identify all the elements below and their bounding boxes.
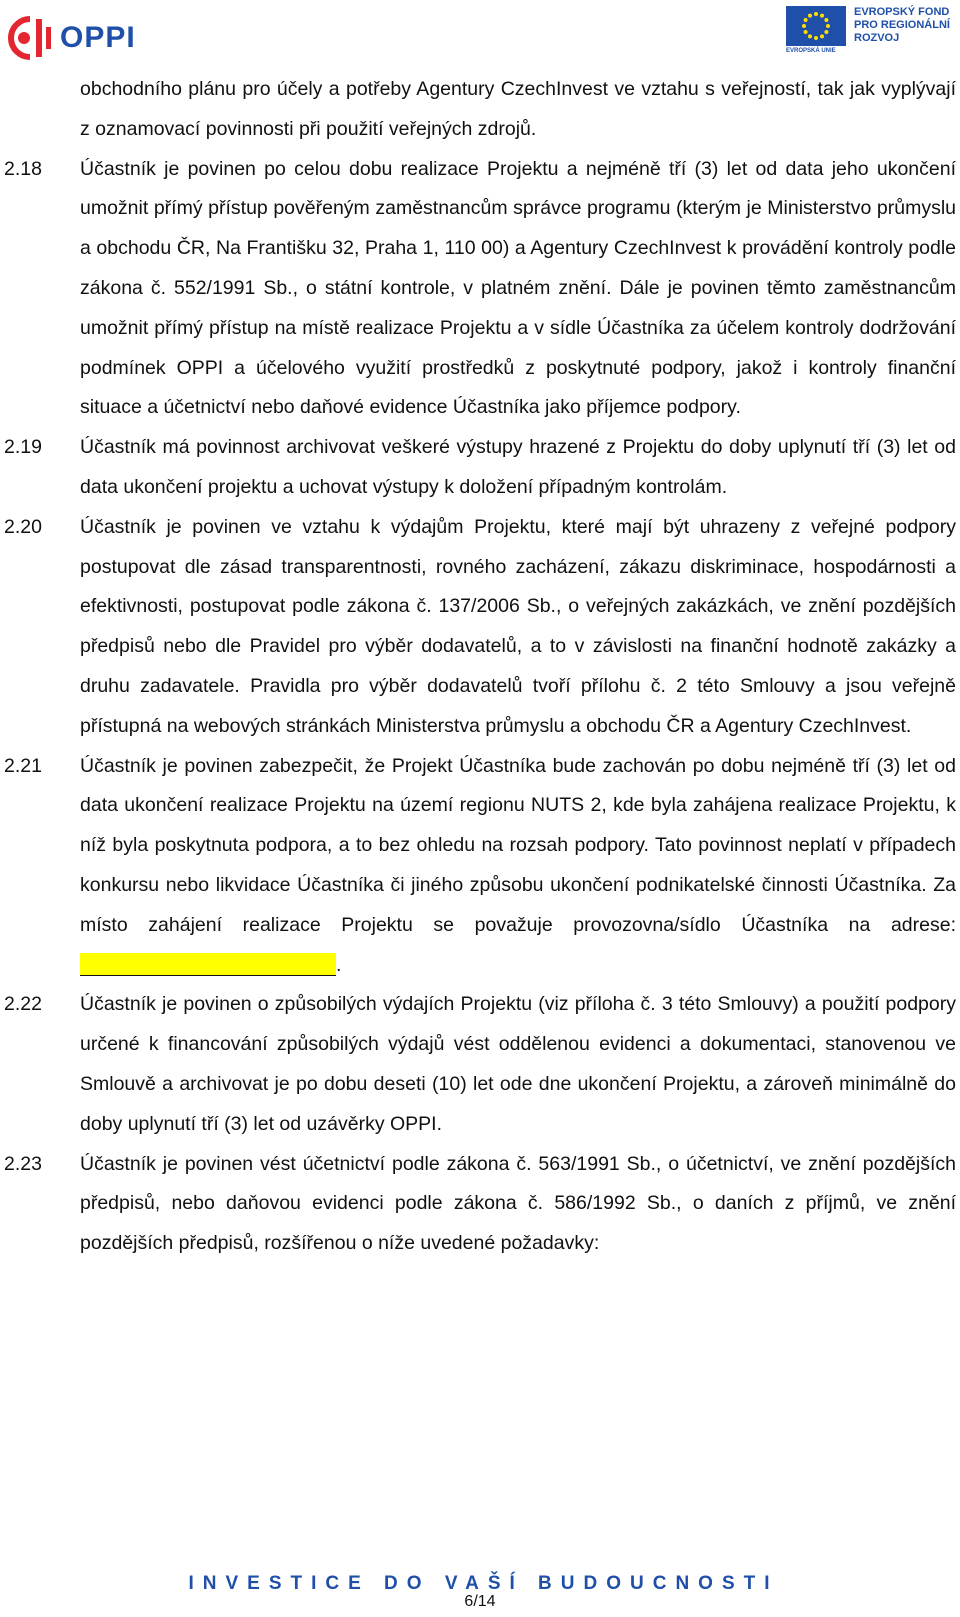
clause-2-21: [0, 747, 960, 986]
page-header: [0, 0, 960, 64]
intro-paragraph: [0, 70, 960, 150]
clause-text: Účastník je povinen ve vztahu k výdajům Projektu, které mají být uhrazeny z veřejné podpory postupovat dle zásad transparentnosti, rovného zacházení, zákazu diskriminace, hospodárnosti a efektivnosti, postupovat podle zákona č. 137/2006 Sb., o veřejných zakázkách, ve znění pozdějších předpisů nebo dle Pravidel pro výběr dodavatelů, a to v závislosti na finanční hodnotě zakázky a druhu zadavatele. Pravidla pro výběr dodavatelů tvoří přílohu č. 2 této Smlouvy a jsou veřejně přístupná na webových stránkách Ministerstva průmyslu a obchodu ČR a Agentury CzechInvest.: [80, 515, 956, 737]
eu-fund-line: PRO REGIONÁLNÍ: [854, 19, 950, 31]
footer-motto: INVESTICE DO VAŠÍ BUDOUCNOSTI: [188, 1573, 779, 1594]
clause-text: Účastník je povinen o způsobilých výdajích Projektu (viz příloha č. 3 této Smlouvy) a použití podpory určené k financování způsobilých výdajů vést oddělenou evidenci a dokumentaci, stanovenou ve Smlouvě a archivovat je po dobu deseti (10) let ode dne ukončení Projektu, a zároveň minimálně do doby uplynutí tří (3) let od uzávěrky OPPI.: [80, 993, 956, 1135]
clause-number: 2.19: [4, 436, 42, 459]
clause-number: 2.18: [4, 157, 42, 180]
clause-2-18: [0, 150, 960, 429]
address-blank-field[interactable]: [80, 953, 336, 976]
clause-2-23: [0, 1145, 960, 1264]
intro-text: obchodního plánu pro účely a potřeby Agentury CzechInvest ve vztahu s veřejností, tak jak vyplývají z oznamovací povinnosti při použití veřejných zdrojů.: [80, 78, 956, 140]
clause-number: 2.20: [4, 515, 42, 538]
oppi-logo-icon: [8, 15, 54, 61]
page-number: 6/14: [464, 1593, 496, 1610]
clause-text: Účastník je povinen zabezpečit, že Projekt Účastníka bude zachován po dobu nejméně tří (3) let od data ukončení realizace Projektu na území regionu NUTS 2, kde byla zahájena realizace Projektu, k níž byla poskytnuta podpora, a to bez ohledu na rozsah podpory. Tato povinnost neplatí v případech konkursu nebo likvidace Účastníka či jiného způsobu ukončení podnikatelské činnosti Účastníka. Za místo zahájení realizace Projektu se považuje provozovna/sídlo Účastníka na adrese:: [80, 754, 956, 936]
clause-2-20: [0, 508, 960, 747]
oppi-logo: [8, 14, 136, 62]
document-body: [0, 70, 960, 1264]
clause-text: Účastník má povinnost archivovat veškeré výstupy hrazené z Projektu do doby uplynutí tří (3) let od data ukončení projektu a uchovat výstupy k doložení případným kontrolám.: [80, 436, 956, 498]
oppi-logo-text: OPPI: [60, 21, 136, 54]
eu-flag-icon: [786, 6, 846, 54]
clause-text-end: .: [336, 953, 342, 976]
clause-text: Účastník je povinen po celou dobu realizace Projektu a nejméně tří (3) let od data jeho ukončení umožnit přímý přístup pověřeným zaměstnancům správce programu (kterým je Ministerstvo průmyslu a obchodu ČR, Na Františku 32, Praha 1, 110 00) a Agentury CzechInvest k provádění kontroly podle zákona č. 552/1991 Sb., o státní kontrole, v platném znění. Dále je povinen těmto zaměstnancům umožnit přímý přístup na místě realizace Projektu a v sídle Účastníka za účelem kontroly dodržování podmínek OPPI a účelového využití prostředků z poskytnuté podpory, jakož i kontroly finanční situace a účetnictví nebo daňové evidence Účastníka jako příjemce podpory.: [80, 157, 956, 419]
clause-number: 2.22: [4, 993, 42, 1016]
eu-fund-line: ROZVOJ: [854, 32, 900, 44]
clause-number: 2.21: [4, 754, 42, 777]
clause-text-container: [80, 747, 956, 986]
page-footer: [0, 1573, 960, 1611]
clause-2-22: [0, 985, 960, 1144]
eu-fund-line: EVROPSKÝ FOND: [854, 6, 950, 18]
clause-2-19: [0, 428, 960, 508]
clause-text: Účastník je povinen vést účetnictví podle zákona č. 563/1991 Sb., o účetnictví, ve znění pozdějších předpisů, nebo daňovou evidenci podle zákona č. 586/1992 Sb., o daních z příjmů, ve znění pozdějších předpisů, rozšířenou o níže uvedené požadavky:: [80, 1152, 956, 1255]
clause-number: 2.23: [4, 1152, 42, 1175]
eu-fund-text: [854, 6, 960, 45]
eu-caption: EVROPSKÁ UNIE: [786, 48, 836, 54]
eu-fund-logo: [786, 6, 960, 54]
